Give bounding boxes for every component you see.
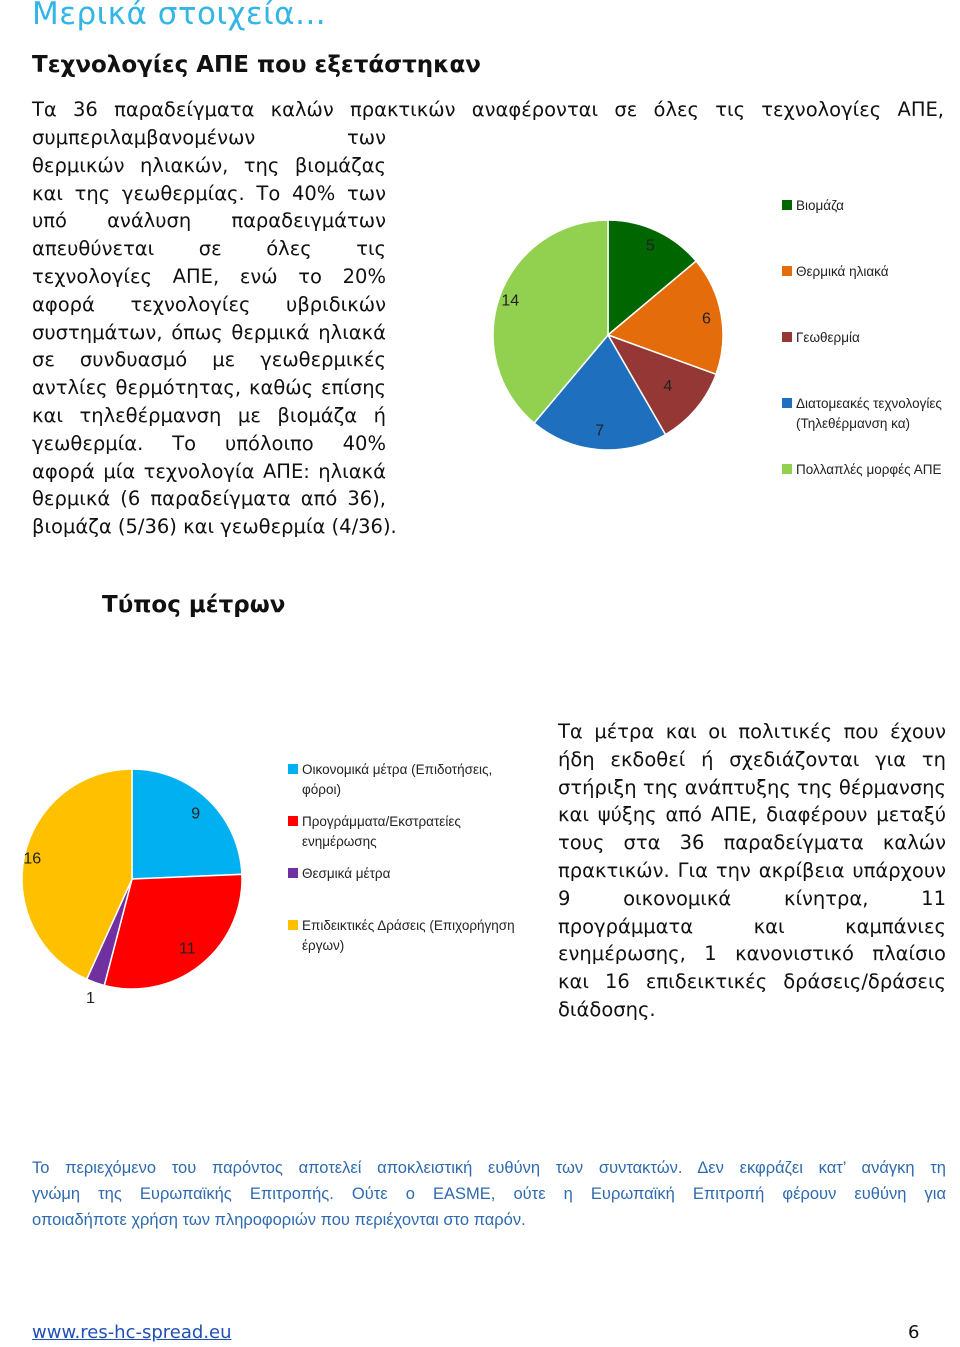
legend-swatch [782, 266, 792, 276]
pie-data-label: 16 [23, 850, 42, 868]
paragraph-line: και ψύξης από ΑΠΕ, διαφέρουν μεταξύ [558, 803, 946, 827]
pie-data-label: 14 [501, 292, 520, 310]
paragraph-line: Τα μέτρα και οι πολιτικές που έχουν [558, 720, 946, 743]
pie-data-label: 7 [595, 422, 605, 440]
legend-label: έργων) [302, 938, 345, 953]
paragraph-line: ενημέρωσης, 1 κανονιστικό πλαίσιο [558, 942, 946, 966]
page-title: Μερικά στοιχεία... [32, 0, 327, 32]
legend-label: ενημέρωσης [302, 834, 377, 849]
legend-swatch [288, 764, 298, 774]
legend-swatch [782, 398, 792, 408]
legend-label: Θεσμικά μέτρα [302, 866, 391, 881]
legend-label: Διατομεακές τεχνολογίες [796, 396, 942, 411]
paragraph-line: τεχνολογίες ΑΠΕ, ενώ το 20% [32, 264, 386, 288]
paragraph-line: και της γεωθερμίας. Το 40% των [32, 181, 386, 205]
legend-label: Επιδεικτικές Δράσεις (Επιχορήγηση [302, 918, 515, 933]
paragraph-line: και 16 επιδεικτικές δράσεις/δράσεις [558, 970, 946, 994]
measures-paragraph [558, 718, 946, 1024]
intro-line: Τα 36 παραδείγματα καλών πρακτικών αναφέρονται σε όλες τις τεχνολογίες ΑΠΕ, [32, 98, 944, 121]
measures-pie-chart [0, 735, 550, 1025]
paragraph-line: διάδοσης. [558, 997, 656, 1021]
website-link[interactable]: www.res-hc-spread.eu [32, 1322, 232, 1343]
legend-swatch [782, 332, 792, 342]
paragraph-line: ήδη εκδοθεί ή σχεδιάζονται για τη [558, 747, 946, 771]
legend-label: φόροι) [302, 782, 341, 797]
paragraph-line: και τηλεθέρμανση με βιομάζα ή [32, 403, 386, 427]
legend-label: Προγράμματα/Εκστρατείες [302, 814, 461, 829]
paragraph-line: συμπεριλαμβανομένων των [32, 126, 386, 149]
paragraph-line: απευθύνεται σε όλες τις [32, 237, 386, 261]
section-heading-measures: Τύπος μέτρων [102, 592, 286, 618]
pie-data-label: 6 [702, 310, 711, 328]
paragraph-line: υπό ανάλυση παραδειγμάτων [32, 209, 386, 233]
paragraph-line: αντλίες θερμότητας, καθώς επίσης [32, 376, 386, 400]
disclaimer-line: Το περιεχόμενο του παρόντος αποτελεί αποκλειστική ευθύνη των συντακτών. Δεν εκφράζει κατ’ ανάγκη τη [32, 1159, 946, 1177]
paragraph-line: συστημάτων, όπως θερμικά ηλιακά [32, 320, 386, 344]
legend-label: Γεωθερμία [796, 330, 860, 345]
pie-data-label: 5 [645, 237, 655, 255]
technologies-pie-chart [460, 180, 960, 500]
paragraph-line: γεωθερμία. Το υπόλοιπο 40% [32, 431, 386, 455]
paragraph-line: θερμικά (6 παραδείγματα από 36), [32, 487, 386, 511]
disclaimer [32, 1155, 946, 1233]
legend-label: Βιομάζα [796, 198, 844, 213]
disclaimer-line: γνώμη της Ευρωπαϊκής Επιτροπής. Ούτε ο EASME, ούτε η Ευρωπαϊκή Επιτροπή φέρουν ευθύνη για [32, 1185, 946, 1203]
legend-label: Οικονομικά μέτρα (Επιδοτήσεις, [302, 762, 493, 777]
disclaimer-line: οποιαδήποτε χρήση των πληροφοριών που περιέχονται στο παρόν. [32, 1211, 526, 1229]
pie-data-label: 4 [663, 378, 673, 396]
paragraph-line: θερμικών ηλιακών, της βιομάζας [32, 153, 386, 177]
paragraph-line: 9 οικονομικά κίνητρα, 11 [558, 886, 946, 910]
legend-swatch [288, 920, 298, 930]
paragraph-line: τους στα 36 παραδείγματα καλών [558, 831, 946, 855]
legend-swatch [782, 200, 792, 210]
legend-label: Θερμικά ηλιακά [796, 264, 889, 279]
technologies-paragraph [32, 124, 397, 541]
paragraph-line: στήριξη της ανάπτυξης της θέρμανσης [558, 775, 946, 799]
paragraph-line: προγράμματα και καμπάνιες [558, 914, 946, 938]
legend-swatch [782, 464, 792, 474]
paragraph-line: σε συνδυασμό με γεωθερμικές [32, 348, 386, 372]
pie-data-label: 11 [178, 940, 196, 958]
legend-label: (Τηλεθέρμανση κα) [796, 416, 911, 431]
pie-slice [132, 769, 242, 879]
legend-swatch [288, 816, 298, 826]
paragraph-line: αφορά μία τεχνολογία ΑΠΕ: ηλιακά [32, 459, 386, 483]
pie-data-label: 1 [85, 989, 95, 1007]
legend-label: Πολλαπλές μορφές ΑΠΕ [796, 462, 942, 477]
pie-data-label: 9 [191, 805, 201, 823]
paragraph-line: βιομάζα (5/36) και γεωθερμία (4/36). [32, 515, 397, 539]
section-heading-technologies: Τεχνολογίες ΑΠΕ που εξετάστηκαν [32, 52, 481, 78]
legend-swatch [288, 868, 298, 878]
page-number: 6 [908, 1322, 920, 1343]
paragraph-line: πρακτικών. Για την ακρίβεια υπάρχουν [558, 858, 946, 882]
paragraph-line: αφορά τεχνολογίες υβριδικών [32, 292, 386, 316]
